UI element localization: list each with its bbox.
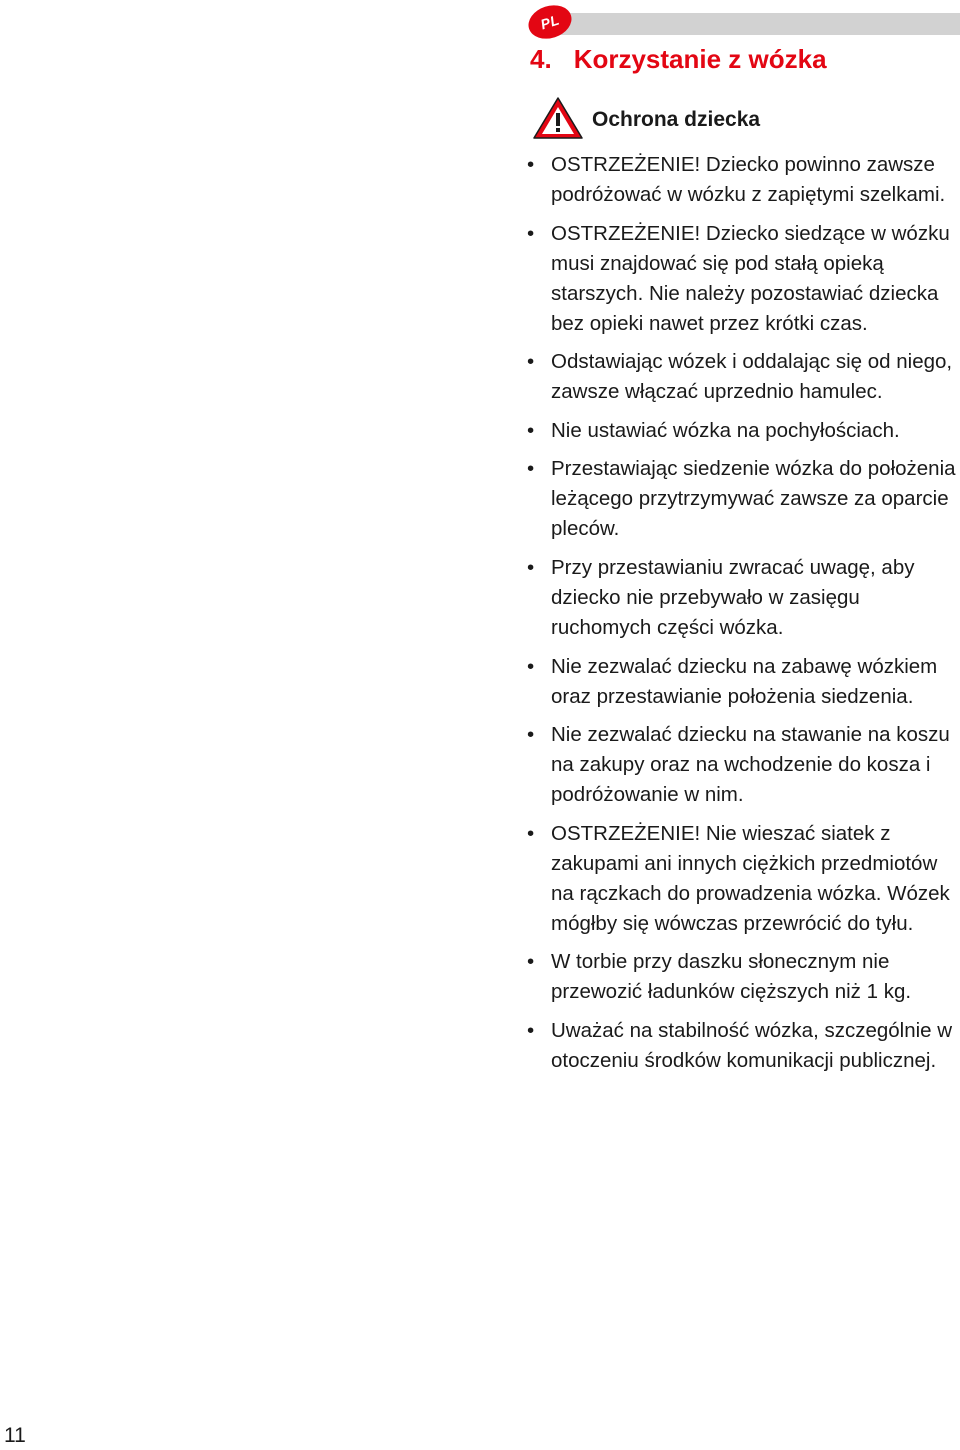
list-item-text: Przestawiając siedzenie wózka do położenia leżącego przytrzymywać zawsze za oparcie pleców.	[551, 457, 956, 541]
list-item-text: Nie zezwalać dziecku na zabawę wózkiem oraz przestawianie położenia siedzenia.	[551, 654, 938, 708]
header-bar	[552, 13, 960, 35]
list-item-text: Nie ustawiać wózka na pochyłościach.	[551, 418, 900, 442]
list-item-text: OSTRZEŻENIE! Dziecko siedzące w wózku musi znajdować się pod stałą opieką starszych. Nie należy pozostawiać dziecka bez opieki nawet przez krótki czas.	[551, 221, 950, 335]
list-item-text: OSTRZEŻENIE! Dziecko powinno zawsze podróżować w wózku z zapiętymi szelkami.	[551, 153, 946, 206]
bullet-marker: •	[527, 1018, 535, 1042]
warning-title: Ochrona dziecka	[592, 108, 761, 131]
list-item	[524, 553, 960, 643]
bullet-marker: •	[527, 555, 535, 579]
list-item-text: W torbie przy daszku słonecznym nie przewozić ładunków cięższych niż 1 kg.	[551, 950, 912, 1004]
bullet-marker: •	[527, 221, 535, 245]
warning-triangle-icon	[532, 96, 584, 140]
list-item-text: Odstawiając wózek i oddalając się od niego, zawsze włączać uprzednio hamulec.	[551, 350, 953, 404]
list-item-text: Przy przestawianiu zwracać uwagę, aby dziecko nie przebywało w zasięgu ruchomych części wózka.	[551, 555, 915, 639]
list-item	[524, 652, 960, 712]
section-title	[530, 44, 827, 75]
list-item-text: Nie zezwalać dziecku na stawanie na koszu na zakupy oraz na wchodzenie do kosza i podróżowanie w nim.	[551, 723, 950, 807]
bullet-marker: •	[527, 457, 535, 481]
bullet-marker: •	[527, 821, 535, 845]
list-item	[524, 720, 960, 810]
bullet-marker: •	[527, 723, 535, 747]
page-number: 11	[4, 1424, 26, 1447]
list-item	[524, 150, 960, 210]
bullet-marker: •	[527, 654, 535, 678]
language-badge	[524, 0, 576, 44]
bullet-marker: •	[527, 350, 535, 374]
list-item	[524, 819, 960, 939]
bullet-marker: •	[527, 418, 535, 442]
section-title-text: Korzystanie z wózka	[573, 44, 827, 74]
safety-bullet-list	[524, 150, 960, 1085]
list-item	[524, 947, 960, 1007]
list-item	[524, 416, 960, 446]
bullet-marker: •	[527, 950, 535, 974]
list-item-text: Uważać na stabilność wózka, szczególnie w otoczeniu środków komunikacji publicznej.	[551, 1018, 953, 1072]
list-item	[524, 219, 960, 339]
list-item	[524, 347, 960, 407]
language-badge-label: PL	[538, 11, 562, 33]
section-number: 4.	[530, 44, 552, 74]
list-item	[524, 454, 960, 544]
bullet-marker: •	[527, 153, 535, 176]
list-item	[524, 1016, 960, 1076]
warning-heading	[532, 96, 760, 140]
list-item-text: OSTRZEŻENIE! Nie wieszać siatek z zakupami ani innych ciężkich przedmiotów na rączkach do prowadzenia wózka. Wózek mógłby się wówczas przewrócić do tyłu.	[551, 821, 950, 935]
